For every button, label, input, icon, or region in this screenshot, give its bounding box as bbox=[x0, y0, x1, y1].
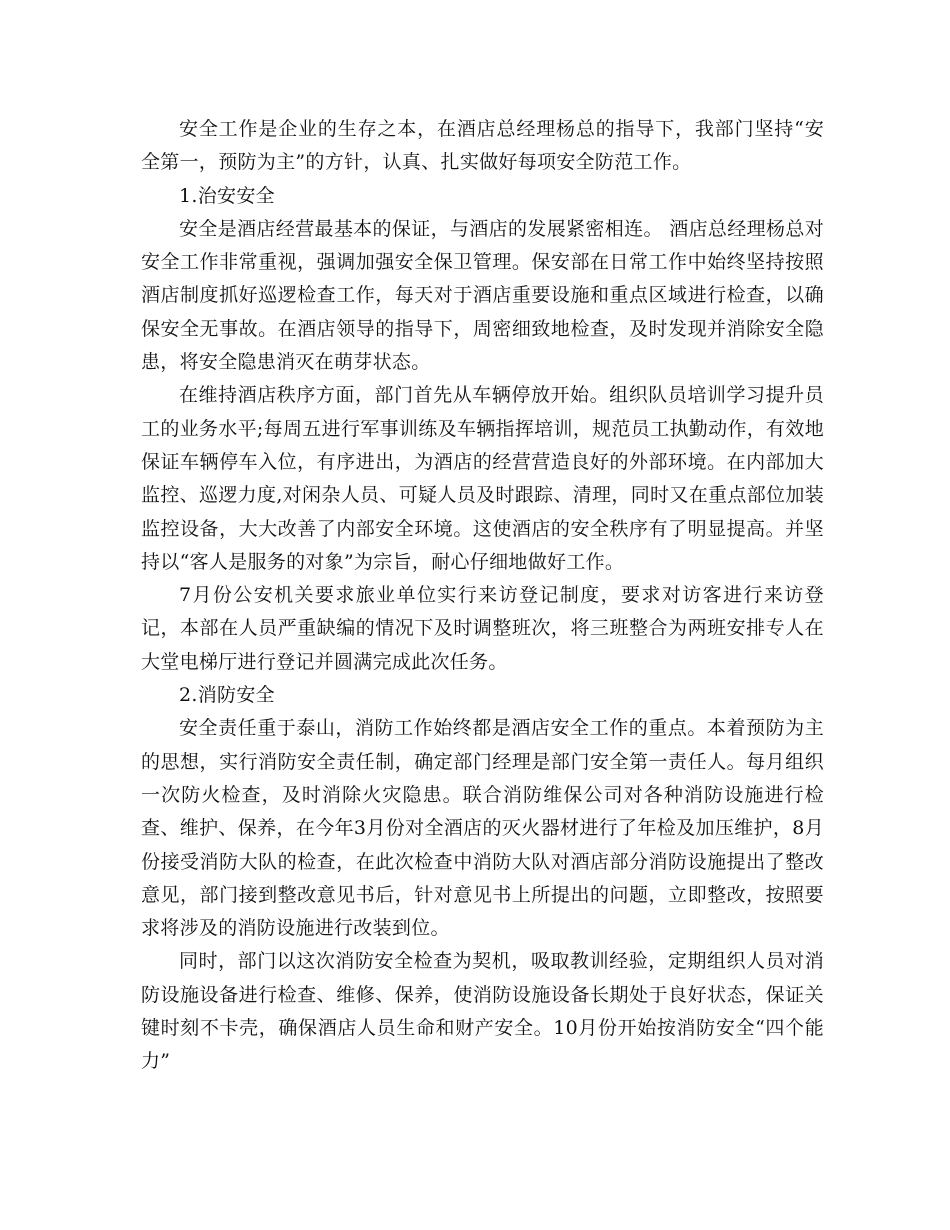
section-heading-security: 1.治安安全 bbox=[179, 184, 275, 207]
fire-maintenance-paragraph: 同时，部门以这次消防安全检查为契机，吸取教训经验，定期组织人员对消防设施设备进行检查、维修、保养，使消防设施设备长期处于良好状态，保证关键时刻不卡壳，确保酒店人员生命和财产安全。10月份开始按消防安全“四个能力” bbox=[141, 950, 824, 1073]
document-body bbox=[141, 113, 824, 1079]
security-paragraph: 安全是酒店经营最基本的保证，与酒店的发展紧密相连。 酒店总经理杨总对安全工作非常重视，强调加强安全保卫管理。保安部在日常工作中始终坚持按照酒店制度抓好巡逻检查工作，每天对于酒店重要设施和重点区域进行检查，以确保安全无事故。在酒店领导的指导下，周密细致地检查，及时发现并消除安全隐患，将安全隐患消灭在萌芽状态。 bbox=[141, 217, 824, 374]
section-heading-fire: 2.消防安全 bbox=[179, 684, 275, 707]
fire-safety-paragraph: 安全责任重于泰山，消防工作始终都是酒店安全工作的重点。本着预防为主的思想，实行消防安全责任制，确定部门经理是部门安全第一责任人。每月组织一次防火检查，及时消除火灾隐患。联合消防维保公司对各种消防设施进行检查、维护、保养，在今年3月份对全酒店的灭火器材进行了年检及加压维护，8月份接受消防大队的检查，在此次检查中消防大队对酒店部分消防设施提出了整改意见，部门接到整改意见书后，针对意见书上所提出的问题，立即整改，按照要求将涉及的消防设施进行改装到位。 bbox=[141, 717, 824, 940]
visitor-registration-paragraph: 7月份公安机关要求旅业单位实行来访登记制度，要求对访客进行来访登记，本部在人员严重缺编的情况下及时调整班次，将三班整合为两班安排专人在大堂电梯厅进行登记并圆满完成此次任务。 bbox=[141, 584, 824, 673]
intro-paragraph: 安全工作是企业的生存之本，在酒店总经理杨总的指导下，我部门坚持“安全第一，预防为主”的方针，认真、扎实做好每项安全防范工作。 bbox=[141, 118, 824, 174]
order-paragraph: 在维持酒店秩序方面，部门首先从车辆停放开始。组织队员培训学习提升员工的业务水平;每周五进行军事训练及车辆指挥培训，规范员工执勤动作，有效地保证车辆停车入位，有序进出，为酒店的经营营造良好的外部环境。在内部加大监控、巡逻力度,对闲杂人员、可疑人员及时跟踪、清理，同时又在重点部位加装监控设备，大大改善了内部安全环境。这使酒店的安全秩序有了明显提高。并坚持以“客人是服务的对象”为宗旨，耐心仔细地做好工作。 bbox=[141, 384, 824, 573]
